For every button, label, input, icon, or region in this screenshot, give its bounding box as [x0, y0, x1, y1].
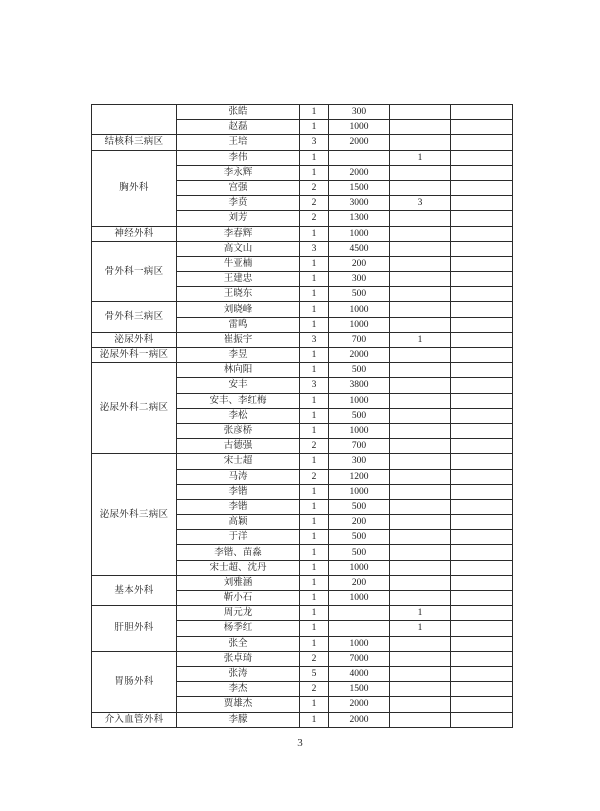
extra-cell [390, 348, 451, 363]
extra-cell [390, 226, 451, 241]
blank-cell [451, 135, 513, 150]
department-cell: 结核科三病区 [92, 135, 177, 150]
name-cell: 周元龙 [177, 606, 300, 621]
extra-cell [390, 272, 451, 287]
count-cell: 2 [300, 469, 329, 484]
name-cell: 王晓东 [177, 287, 300, 302]
amount-cell: 3000 [329, 196, 390, 211]
name-cell: 李朦 [177, 712, 300, 727]
name-cell: 宋士超 [177, 454, 300, 469]
blank-cell [451, 575, 513, 590]
department-cell: 胸外科 [92, 150, 177, 226]
count-cell: 1 [300, 636, 329, 651]
name-cell: 古德强 [177, 439, 300, 454]
amount-cell: 3800 [329, 378, 390, 393]
name-cell: 刘雅涵 [177, 575, 300, 590]
blank-cell [451, 393, 513, 408]
count-cell: 1 [300, 454, 329, 469]
amount-cell: 300 [329, 105, 390, 120]
amount-cell: 2000 [329, 135, 390, 150]
blank-cell [451, 196, 513, 211]
extra-cell [390, 135, 451, 150]
extra-cell [390, 363, 451, 378]
amount-cell: 1200 [329, 469, 390, 484]
extra-cell [390, 575, 451, 590]
blank-cell [451, 348, 513, 363]
extra-cell [390, 378, 451, 393]
count-cell: 1 [300, 575, 329, 590]
count-cell: 1 [300, 120, 329, 135]
count-cell: 1 [300, 287, 329, 302]
extra-cell [390, 636, 451, 651]
amount-cell: 500 [329, 287, 390, 302]
count-cell: 1 [300, 621, 329, 636]
extra-cell [390, 515, 451, 530]
name-cell: 牛亚楠 [177, 256, 300, 271]
amount-cell: 200 [329, 256, 390, 271]
blank-cell [451, 439, 513, 454]
blank-cell [451, 378, 513, 393]
amount-cell: 2000 [329, 697, 390, 712]
name-cell: 马涛 [177, 469, 300, 484]
extra-cell [390, 241, 451, 256]
blank-cell [451, 560, 513, 575]
department-cell: 肝胆外科 [92, 606, 177, 652]
table-row [92, 575, 513, 590]
name-cell: 张卓琦 [177, 651, 300, 666]
amount-cell: 500 [329, 545, 390, 560]
amount-cell: 1500 [329, 682, 390, 697]
amount-cell: 1000 [329, 317, 390, 332]
amount-cell: 300 [329, 272, 390, 287]
name-cell: 安丰、李红梅 [177, 393, 300, 408]
department-cell: 胃肠外科 [92, 651, 177, 712]
name-cell: 杨季红 [177, 621, 300, 636]
count-cell: 1 [300, 560, 329, 575]
extra-cell: 1 [390, 606, 451, 621]
extra-cell [390, 120, 451, 135]
department-cell: 介入血管外科 [92, 712, 177, 727]
count-cell: 1 [300, 591, 329, 606]
name-cell: 王培 [177, 135, 300, 150]
count-cell: 3 [300, 135, 329, 150]
count-cell: 1 [300, 545, 329, 560]
count-cell: 1 [300, 150, 329, 165]
amount-cell: 1000 [329, 636, 390, 651]
blank-cell [451, 697, 513, 712]
name-cell: 李伟 [177, 150, 300, 165]
name-cell: 李春辉 [177, 226, 300, 241]
name-cell: 李锴 [177, 484, 300, 499]
blank-cell [451, 120, 513, 135]
amount-cell: 500 [329, 499, 390, 514]
name-cell: 李松 [177, 408, 300, 423]
name-cell: 高颖 [177, 515, 300, 530]
name-cell: 林向阳 [177, 363, 300, 378]
department-cell: 泌尿外科一病区 [92, 348, 177, 363]
award-table [91, 104, 513, 728]
department-cell: 骨外科三病区 [92, 302, 177, 332]
blank-cell [451, 256, 513, 271]
blank-cell [451, 636, 513, 651]
extra-cell: 1 [390, 621, 451, 636]
count-cell: 1 [300, 348, 329, 363]
count-cell: 5 [300, 666, 329, 681]
extra-cell [390, 180, 451, 195]
table-row [92, 651, 513, 666]
count-cell: 1 [300, 712, 329, 727]
amount-cell: 1300 [329, 211, 390, 226]
amount-cell: 200 [329, 515, 390, 530]
name-cell: 赵磊 [177, 120, 300, 135]
amount-cell: 1000 [329, 120, 390, 135]
table-row [92, 135, 513, 150]
blank-cell [451, 454, 513, 469]
extra-cell [390, 302, 451, 317]
extra-cell [390, 484, 451, 499]
table-row [92, 332, 513, 347]
blank-cell [451, 150, 513, 165]
amount-cell: 1000 [329, 226, 390, 241]
amount-cell: 500 [329, 408, 390, 423]
count-cell: 1 [300, 256, 329, 271]
extra-cell [390, 408, 451, 423]
count-cell: 2 [300, 439, 329, 454]
blank-cell [451, 226, 513, 241]
blank-cell [451, 241, 513, 256]
extra-cell [390, 697, 451, 712]
department-cell: 泌尿外科三病区 [92, 454, 177, 576]
blank-cell [451, 545, 513, 560]
name-cell: 靳小石 [177, 591, 300, 606]
amount-cell: 2000 [329, 348, 390, 363]
blank-cell [451, 591, 513, 606]
blank-cell [451, 363, 513, 378]
count-cell: 3 [300, 241, 329, 256]
blank-cell [451, 287, 513, 302]
name-cell: 高文山 [177, 241, 300, 256]
extra-cell [390, 105, 451, 120]
amount-cell: 4500 [329, 241, 390, 256]
extra-cell [390, 454, 451, 469]
name-cell: 张皓 [177, 105, 300, 120]
amount-cell: 1000 [329, 484, 390, 499]
blank-cell [451, 682, 513, 697]
name-cell: 王建忠 [177, 272, 300, 287]
extra-cell: 1 [390, 332, 451, 347]
extra-cell [390, 712, 451, 727]
name-cell: 刘芳 [177, 211, 300, 226]
extra-cell [390, 287, 451, 302]
amount-cell: 700 [329, 332, 390, 347]
extra-cell [390, 256, 451, 271]
name-cell: 张彦桥 [177, 423, 300, 438]
count-cell: 1 [300, 302, 329, 317]
table-row [92, 105, 513, 120]
amount-cell: 1000 [329, 560, 390, 575]
department-cell: 骨外科一病区 [92, 241, 177, 302]
count-cell: 2 [300, 211, 329, 226]
count-cell: 1 [300, 363, 329, 378]
extra-cell [390, 469, 451, 484]
blank-cell [451, 621, 513, 636]
blank-cell [451, 317, 513, 332]
extra-cell [390, 682, 451, 697]
amount-cell: 1500 [329, 180, 390, 195]
name-cell: 贾雄杰 [177, 697, 300, 712]
blank-cell [451, 105, 513, 120]
blank-cell [451, 499, 513, 514]
amount-cell: 1000 [329, 393, 390, 408]
count-cell: 2 [300, 180, 329, 195]
count-cell: 1 [300, 272, 329, 287]
extra-cell [390, 545, 451, 560]
department-cell: 泌尿外科二病区 [92, 363, 177, 454]
blank-cell [451, 651, 513, 666]
department-cell: 泌尿外科 [92, 332, 177, 347]
name-cell: 雷鸣 [177, 317, 300, 332]
amount-cell: 500 [329, 363, 390, 378]
extra-cell [390, 560, 451, 575]
count-cell: 1 [300, 499, 329, 514]
amount-cell: 1000 [329, 591, 390, 606]
name-cell: 张涛 [177, 666, 300, 681]
count-cell: 2 [300, 682, 329, 697]
blank-cell [451, 530, 513, 545]
page-number: 3 [297, 737, 303, 749]
amount-cell: 2000 [329, 165, 390, 180]
extra-cell [390, 423, 451, 438]
extra-cell [390, 439, 451, 454]
count-cell: 3 [300, 332, 329, 347]
extra-cell [390, 211, 451, 226]
amount-cell [329, 606, 390, 621]
blank-cell [451, 165, 513, 180]
count-cell: 2 [300, 196, 329, 211]
name-cell: 张全 [177, 636, 300, 651]
amount-cell: 2000 [329, 712, 390, 727]
blank-cell [451, 469, 513, 484]
extra-cell [390, 165, 451, 180]
table-row [92, 454, 513, 469]
count-cell: 3 [300, 378, 329, 393]
name-cell: 李锴 [177, 499, 300, 514]
blank-cell [451, 272, 513, 287]
blank-cell [451, 712, 513, 727]
name-cell: 李杰 [177, 682, 300, 697]
extra-cell [390, 666, 451, 681]
extra-cell: 3 [390, 196, 451, 211]
blank-cell [451, 484, 513, 499]
name-cell: 安丰 [177, 378, 300, 393]
extra-cell [390, 317, 451, 332]
extra-cell [390, 530, 451, 545]
extra-cell [390, 393, 451, 408]
count-cell: 1 [300, 226, 329, 241]
amount-cell: 300 [329, 454, 390, 469]
count-cell: 2 [300, 651, 329, 666]
amount-cell: 1000 [329, 423, 390, 438]
count-cell: 1 [300, 515, 329, 530]
table-row [92, 712, 513, 727]
count-cell: 1 [300, 484, 329, 499]
name-cell: 李贲 [177, 196, 300, 211]
extra-cell [390, 651, 451, 666]
name-cell: 李永辉 [177, 165, 300, 180]
amount-cell: 700 [329, 439, 390, 454]
amount-cell [329, 621, 390, 636]
table-row [92, 302, 513, 317]
name-cell: 李昱 [177, 348, 300, 363]
blank-cell [451, 606, 513, 621]
blank-cell [451, 408, 513, 423]
amount-cell: 7000 [329, 651, 390, 666]
count-cell: 1 [300, 423, 329, 438]
blank-cell [451, 515, 513, 530]
amount-cell: 500 [329, 530, 390, 545]
table-row [92, 606, 513, 621]
blank-cell [451, 666, 513, 681]
table-row [92, 150, 513, 165]
count-cell: 1 [300, 530, 329, 545]
amount-cell: 1000 [329, 302, 390, 317]
amount-cell: 4000 [329, 666, 390, 681]
blank-cell [451, 302, 513, 317]
count-cell: 1 [300, 165, 329, 180]
name-cell: 李锴、苗淼 [177, 545, 300, 560]
blank-cell [451, 180, 513, 195]
blank-cell [451, 211, 513, 226]
count-cell: 1 [300, 393, 329, 408]
count-cell: 1 [300, 105, 329, 120]
count-cell: 1 [300, 408, 329, 423]
count-cell: 1 [300, 606, 329, 621]
name-cell: 宫强 [177, 180, 300, 195]
count-cell: 1 [300, 697, 329, 712]
department-cell: 基本外科 [92, 575, 177, 605]
name-cell: 刘晓峰 [177, 302, 300, 317]
amount-cell [329, 150, 390, 165]
table-row [92, 348, 513, 363]
name-cell: 宋士超、沈丹 [177, 560, 300, 575]
extra-cell [390, 499, 451, 514]
blank-cell [451, 423, 513, 438]
blank-cell [451, 332, 513, 347]
table-row [92, 363, 513, 378]
department-cell [92, 105, 177, 135]
department-cell: 神经外科 [92, 226, 177, 241]
table-row [92, 241, 513, 256]
extra-cell: 1 [390, 150, 451, 165]
name-cell: 于洋 [177, 530, 300, 545]
amount-cell: 200 [329, 575, 390, 590]
table-row [92, 226, 513, 241]
count-cell: 1 [300, 317, 329, 332]
extra-cell [390, 591, 451, 606]
name-cell: 崔振宇 [177, 332, 300, 347]
